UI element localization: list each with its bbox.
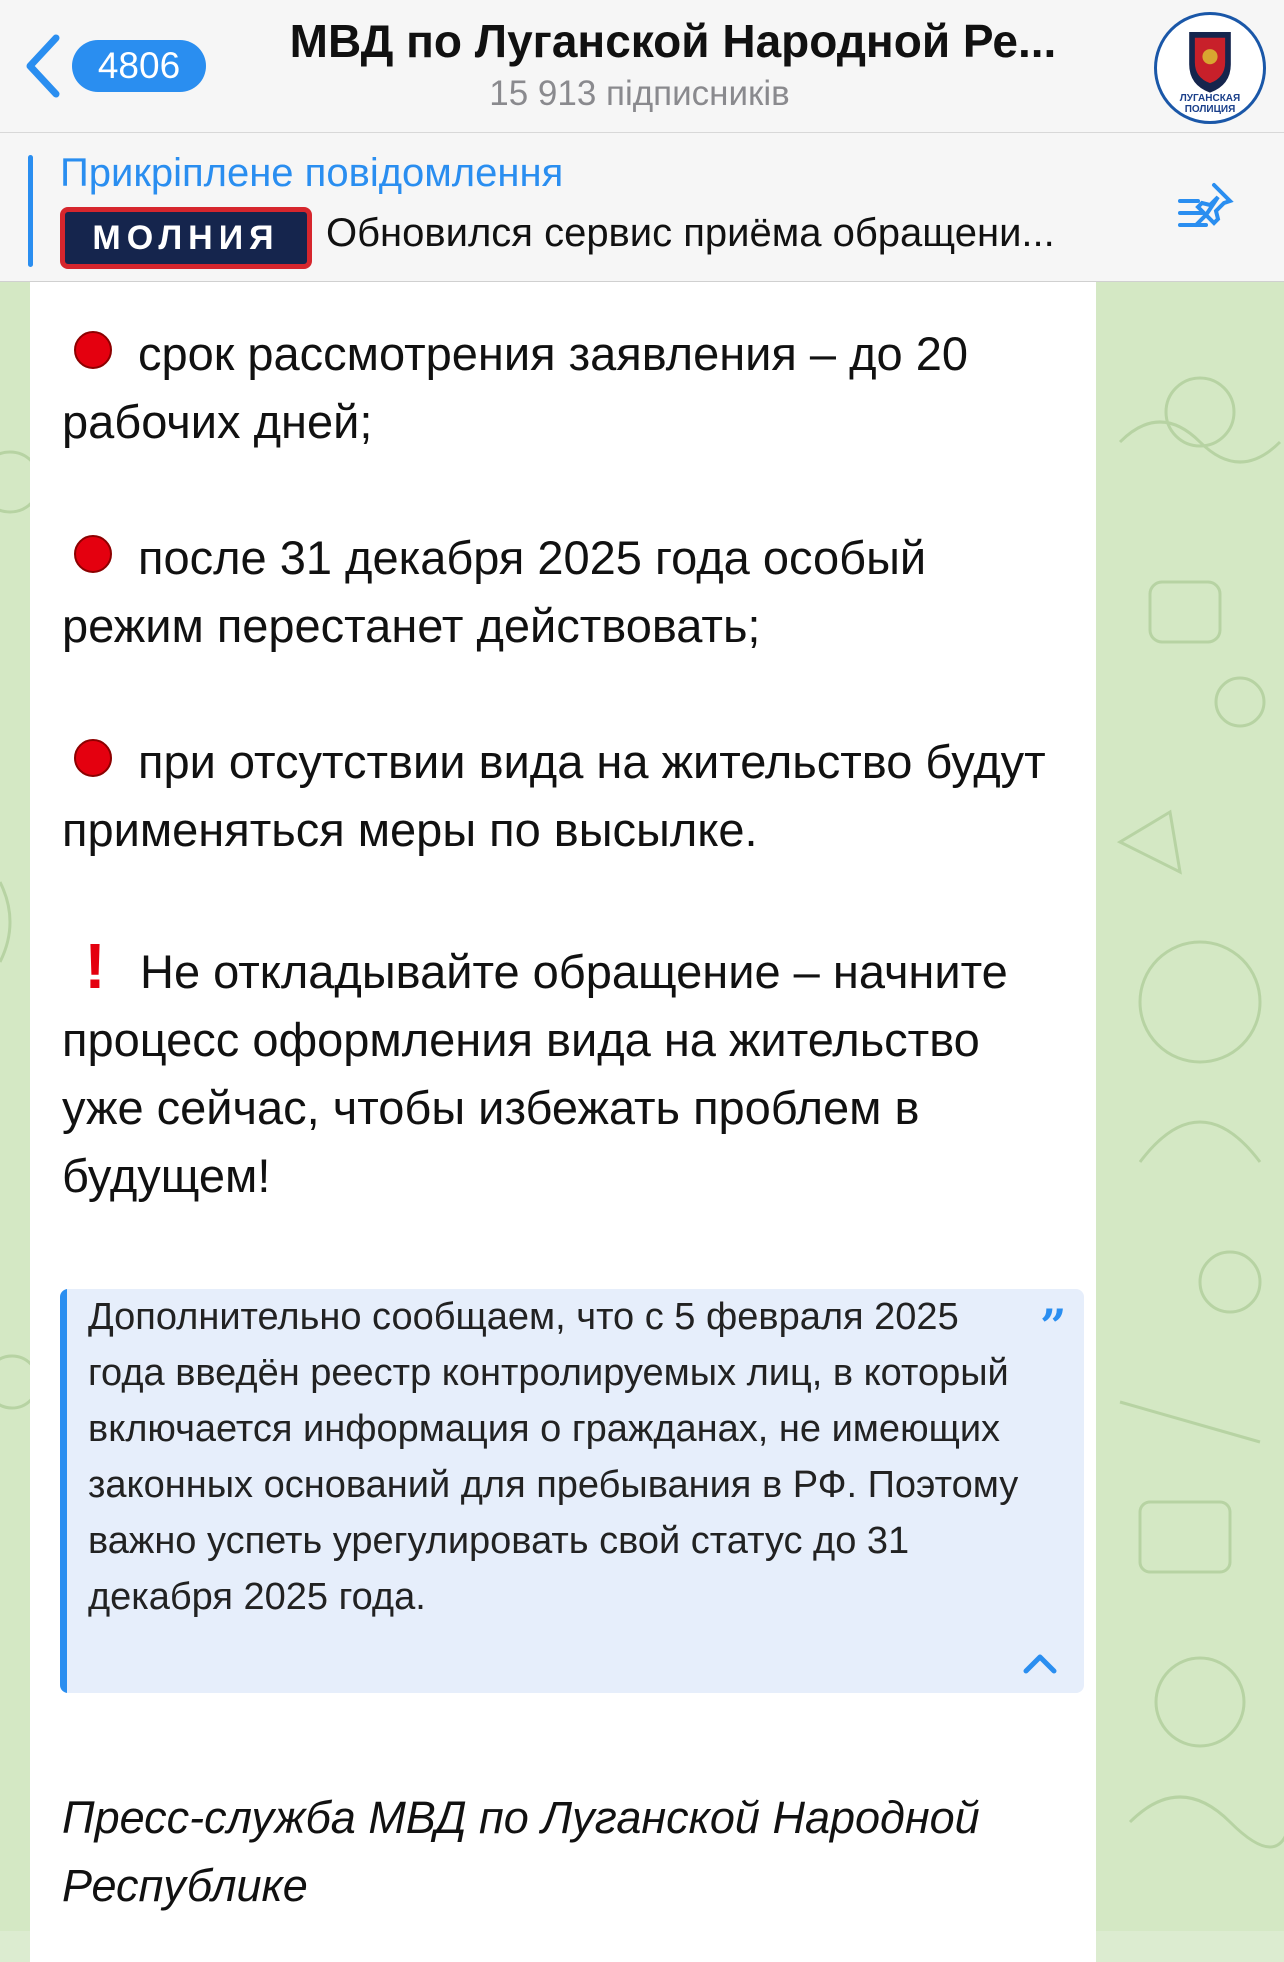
quote-block[interactable] (60, 1289, 1084, 1693)
list-item (62, 320, 1072, 456)
red-circle-icon (74, 739, 112, 777)
avatar-text-line2: ПОЛИЦИЯ (1184, 104, 1236, 115)
chat-header (0, 0, 1284, 132)
red-circle-icon (74, 535, 112, 573)
pinned-text: Обновился сервис приёма обращени... (326, 211, 1055, 255)
subscriber-count: 15 913 підписників (489, 74, 790, 113)
list-item (62, 728, 1072, 864)
chat-title[interactable]: МВД по Луганской Народной Ре... (289, 15, 1057, 67)
signature: Пресс-служба МВД по Луганской Народной Республике (62, 1792, 980, 1911)
molnia-badge: МОЛНИЯ (60, 207, 312, 269)
pinned-message-bar[interactable] (0, 132, 1284, 282)
message-bubble (30, 282, 1096, 1962)
pin-list-icon[interactable] (1176, 177, 1240, 241)
red-circle-icon (74, 331, 112, 369)
quote-icon: ” (1040, 1299, 1067, 1353)
list-item (62, 524, 1072, 660)
bullet-text: срок рассмотрения заявления – до 20 рабочих дней; (62, 327, 969, 448)
exclamation-icon: ! (84, 930, 106, 1002)
channel-avatar[interactable] (1154, 12, 1266, 124)
pinned-label: Прикріплене повідомлення (60, 151, 564, 195)
avatar-text-line1: ЛУГАНСКАЯ (1179, 93, 1241, 104)
unread-count-badge[interactable]: 4806 (72, 40, 206, 92)
warning-paragraph (62, 932, 1072, 1210)
quote-bar (60, 1289, 67, 1693)
bullet-text: после 31 декабря 2025 года особый режим перестанет действовать; (62, 531, 927, 652)
warning-text: Не откладывайте обращение – начните процесс оформления вида на жительство уже сейчас, чтобы избежать проблем в будущем! (62, 945, 1008, 1202)
chevron-up-icon[interactable] (1020, 1649, 1060, 1677)
quote-text: Дополнительно сообщаем, что с 5 февраля 2025 года введён реестр контролируемых лиц, в который включается информация о гражданах, не имеющих законных оснований для пребывания в РФ. Поэтому важно успеть урегулировать свой статус до 31 декабря 2025 года. (88, 1296, 1019, 1618)
bullet-text: при отсутствии вида на жительство будут применяться меры по высылке. (62, 735, 1046, 856)
pinned-indicator (28, 155, 33, 267)
back-chevron-icon[interactable] (18, 30, 68, 102)
